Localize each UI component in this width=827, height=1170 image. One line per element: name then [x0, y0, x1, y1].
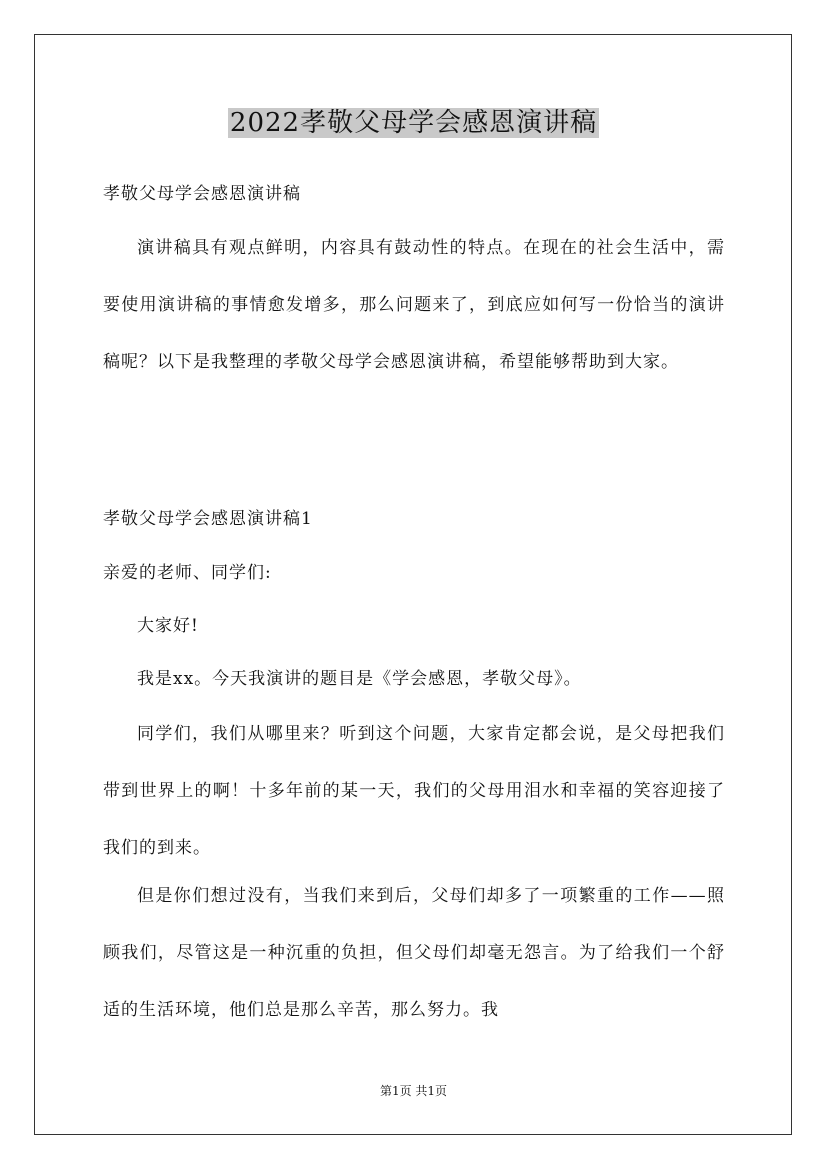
body-paragraph: 但是你们想过没有，当我们来到后，父母们却多了一项繁重的工作——照顾我们，尽管这是一种沉重的负担，但父母们却毫无怨言。为了给我们一个舒适的生活环境，他们总是那么辛苦，那么努力。我 — [103, 886, 725, 1020]
page-footer: 第1页 共1页 — [379, 1084, 448, 1098]
greeting: 大家好! — [137, 616, 199, 636]
document-title — [0, 104, 827, 142]
intro-paragraph: 演讲稿具有观点鲜明，内容具有鼓动性的特点。在现在的社会生活中，需要使用演讲稿的事情愈发增多，那么问题来了，到底应如何写一份恰当的演讲稿呢？以下是我整理的孝敬父母学会感恩演讲稿，希望能够帮助到大家。 — [103, 238, 725, 372]
salutation: 亲爱的老师、同学们: — [103, 563, 272, 583]
document-title-text: 2022孝敬父母学会感恩演讲稿 — [229, 108, 598, 138]
body-paragraph: 我是xx。今天我演讲的题目是《学会感恩，孝敬父母》。 — [137, 669, 582, 689]
body-paragraph: 同学们，我们从哪里来？听到这个问题，大家肯定都会说，是父母把我们带到世界上的啊！十多年前的某一天，我们的父母用泪水和幸福的笑容迎接了我们的到来。 — [103, 724, 725, 858]
section-title: 孝敬父母学会感恩演讲稿1 — [103, 509, 313, 529]
document-subtitle: 孝敬父母学会感恩演讲稿 — [103, 184, 301, 204]
